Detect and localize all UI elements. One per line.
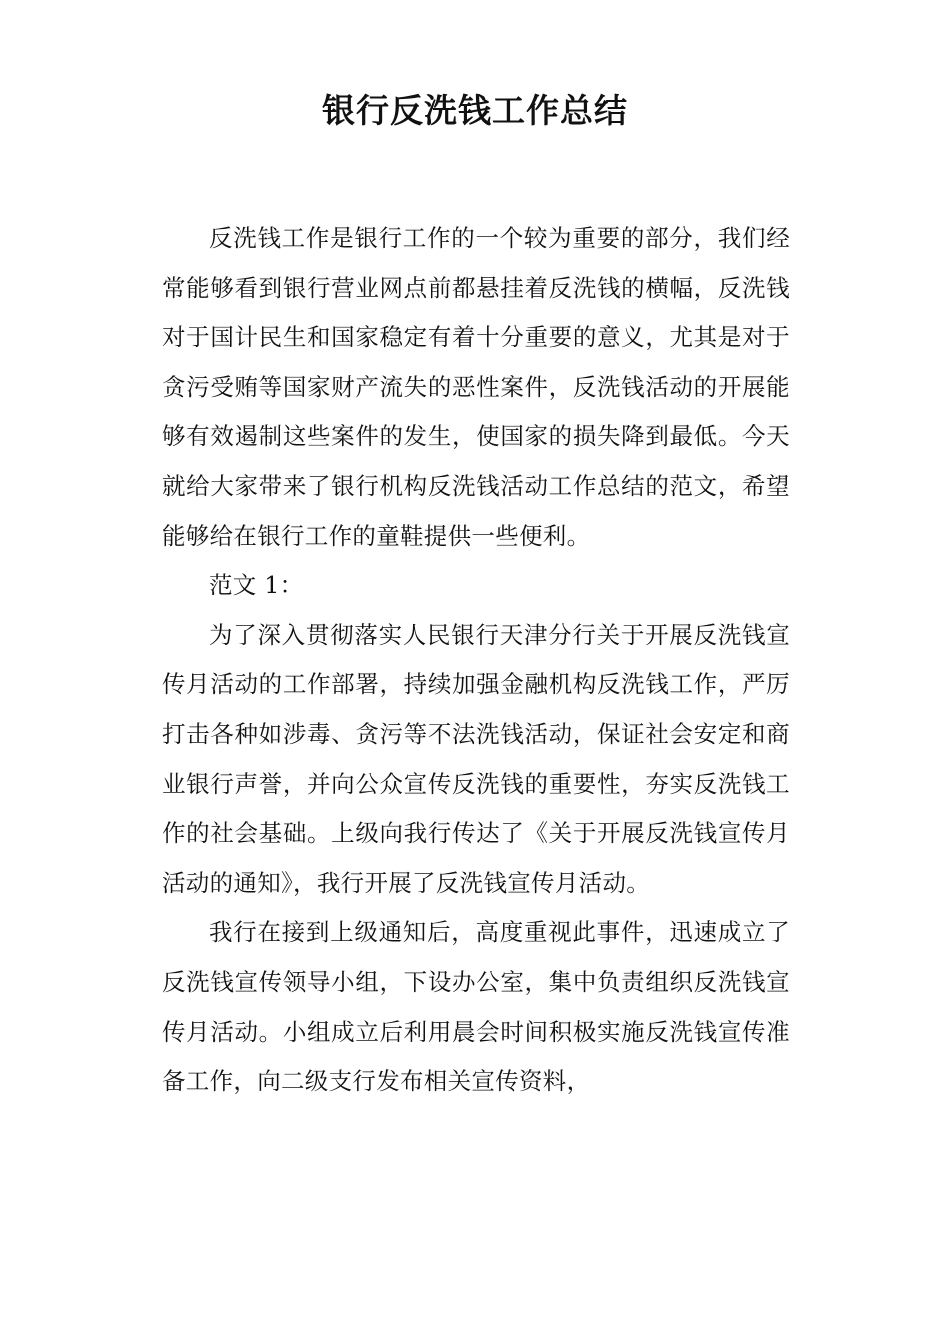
body-paragraph: 为了深入贯彻落实人民银行天津分行关于开展反洗钱宣传月活动的工作部署，持续加强金融机构反洗钱工作，严厉打击各种如涉毒、贪污等不法洗钱活动，保证社会安定和商业银行声誉，并向公众宣传反洗钱的重要性，夯实反洗钱工作的社会基础。上级向我行传达了《关于开展反洗钱宣传月活动的通知》，我行开展了反洗钱宣传月活动。	[162, 620, 790, 897]
body-paragraph: 我行在接到上级通知后，高度重视此事件，迅速成立了反洗钱宣传领导小组，下设办公室，集中负责组织反洗钱宣传月活动。小组成立后利用晨会时间积极实施反洗钱宣传准备工作，向二级支行发布相关宣传资料，	[162, 918, 790, 1096]
document-body	[162, 214, 790, 1107]
document-title: 银行反洗钱工作总结	[322, 91, 628, 130]
sample-heading: 范文 1：	[209, 571, 304, 600]
intro-paragraph: 反洗钱工作是银行工作的一个较为重要的部分，我们经常能够看到银行营业网点前都悬挂着反洗钱的横幅，反洗钱对于国计民生和国家稳定有着十分重要的意义，尤其是对于贪污受贿等国家财产流失的恶性案件，反洗钱活动的开展能够有效遏制这些案件的发生，使国家的损失降到最低。今天就给大家带来了银行机构反洗钱活动工作总结的范文，希望能够给在银行工作的童鞋提供一些便利。	[162, 224, 790, 550]
